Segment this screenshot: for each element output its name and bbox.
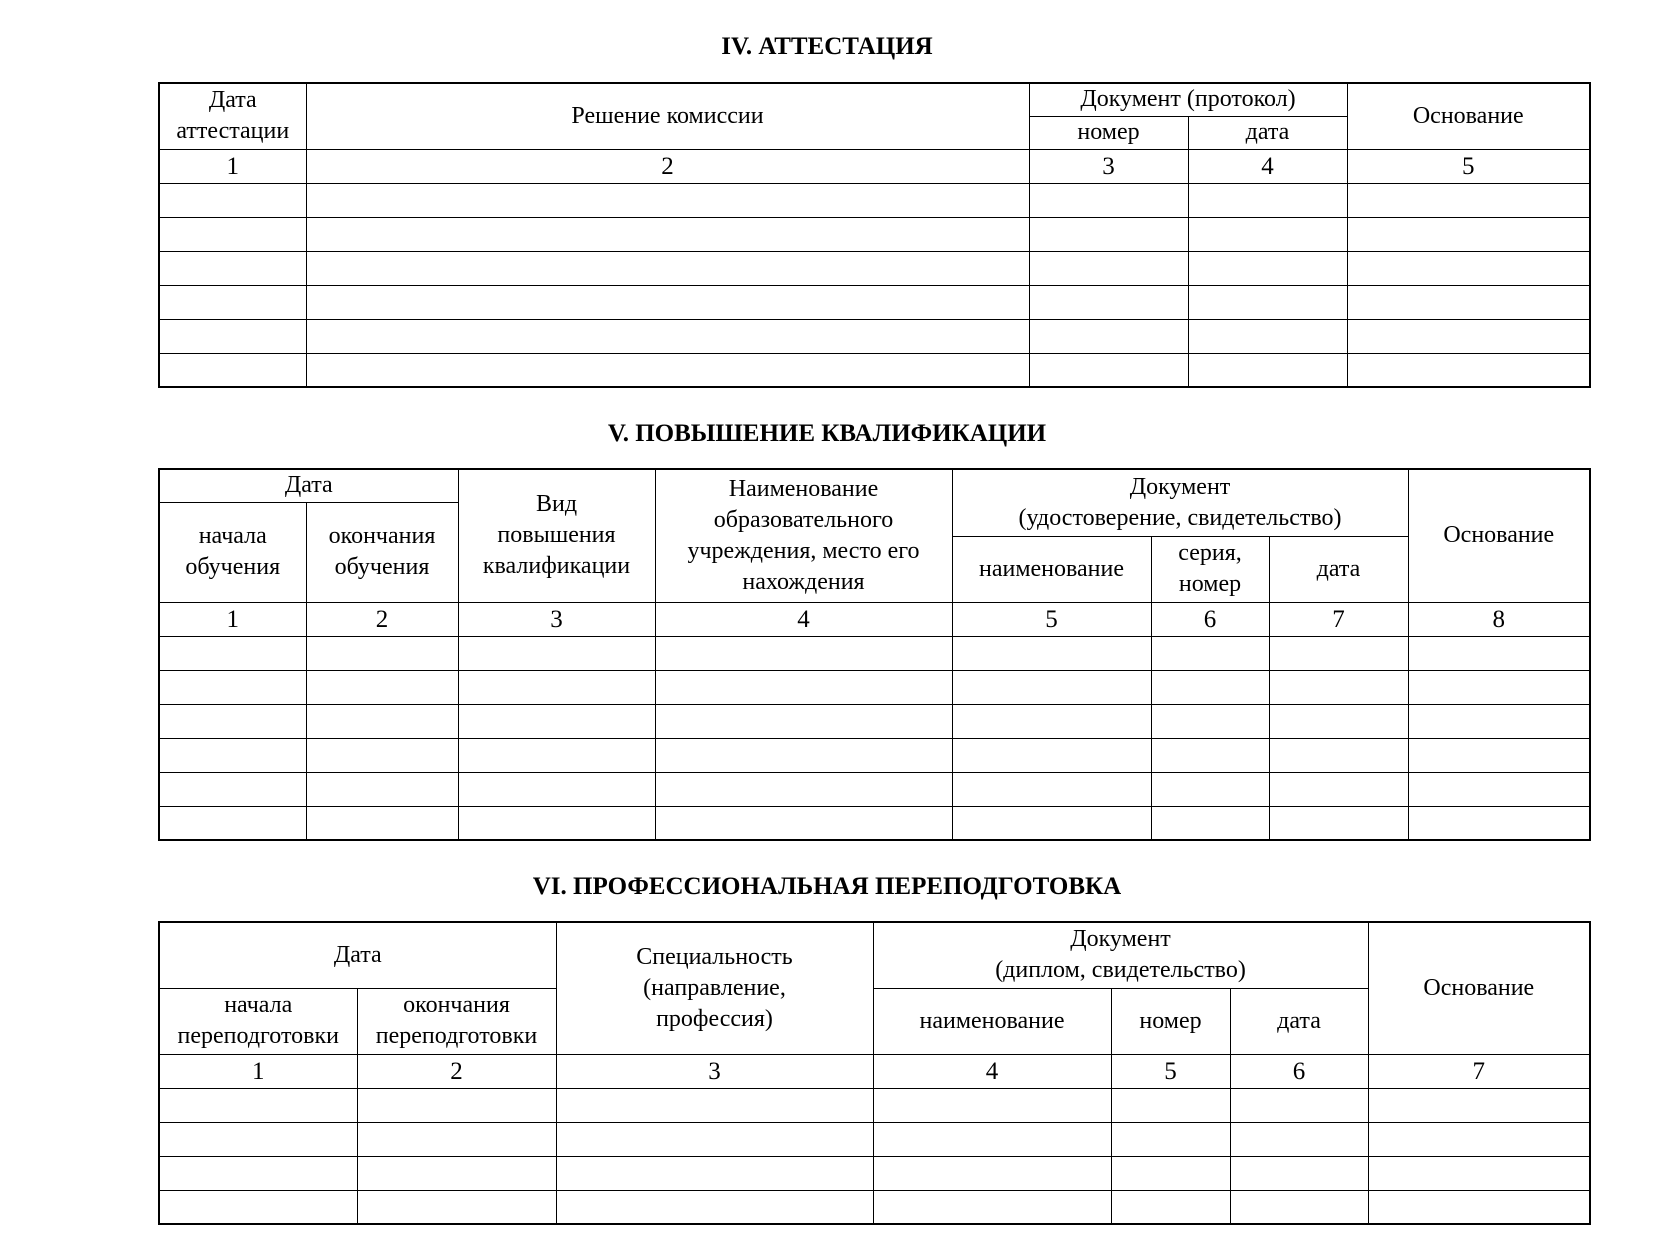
header-attestation-date: Дата аттестации	[159, 83, 306, 149]
table-cell[interactable]	[1230, 1122, 1368, 1156]
table-cell[interactable]	[306, 636, 458, 670]
table-cell[interactable]	[655, 636, 952, 670]
table-cell[interactable]	[1029, 217, 1188, 251]
table-cell[interactable]	[1188, 183, 1347, 217]
table-cell[interactable]	[952, 772, 1151, 806]
table-cell[interactable]	[159, 285, 306, 319]
table-cell[interactable]	[873, 1190, 1111, 1224]
table-row	[159, 772, 1590, 806]
table-cell[interactable]	[655, 670, 952, 704]
table-cell[interactable]	[306, 738, 458, 772]
table-cell[interactable]	[1269, 772, 1408, 806]
table-cell[interactable]	[306, 217, 1029, 251]
table-cell[interactable]	[306, 353, 1029, 387]
header-series-number: серия, номер	[1151, 536, 1269, 602]
column-number: 4	[655, 602, 952, 636]
table-cell[interactable]	[952, 636, 1151, 670]
column-number: 4	[1188, 149, 1347, 183]
table-cell[interactable]	[952, 704, 1151, 738]
column-number: 6	[1230, 1054, 1368, 1088]
table-row	[159, 1088, 1590, 1122]
table-cell[interactable]	[1269, 738, 1408, 772]
table-cell[interactable]	[1269, 704, 1408, 738]
header-institution: Наименование образовательного учреждения, место его нахождения	[655, 469, 952, 602]
header-retraining-start: начала переподготовки	[159, 988, 357, 1054]
table-cell[interactable]	[357, 1088, 556, 1122]
table-cell[interactable]	[306, 285, 1029, 319]
table-row	[159, 319, 1590, 353]
table-cell[interactable]	[159, 806, 306, 840]
table-cell[interactable]	[1029, 251, 1188, 285]
header-document-name: наименование	[873, 988, 1111, 1054]
table-cell[interactable]	[556, 1122, 873, 1156]
table-cell[interactable]	[1269, 670, 1408, 704]
column-number: 1	[159, 149, 306, 183]
table-cell[interactable]	[357, 1122, 556, 1156]
table-cell[interactable]	[873, 1088, 1111, 1122]
table-cell[interactable]	[1347, 319, 1590, 353]
header-date: Дата	[159, 922, 556, 988]
table-cell[interactable]	[1368, 1156, 1590, 1190]
table-row	[159, 636, 1590, 670]
retraining-table	[158, 921, 1591, 1225]
table-cell[interactable]	[159, 1156, 357, 1190]
table-cell[interactable]	[1029, 319, 1188, 353]
table-cell[interactable]	[556, 1088, 873, 1122]
header-training-start: начала обучения	[159, 502, 306, 602]
table-cell[interactable]	[1408, 704, 1590, 738]
header-date: Дата	[159, 469, 458, 502]
table-cell[interactable]	[159, 217, 306, 251]
column-number: 1	[159, 602, 306, 636]
table-cell[interactable]	[1151, 772, 1269, 806]
table-cell[interactable]	[1111, 1156, 1230, 1190]
table-cell[interactable]	[1230, 1156, 1368, 1190]
table-cell[interactable]	[159, 1088, 357, 1122]
table-cell[interactable]	[159, 1190, 357, 1224]
table-cell[interactable]	[306, 183, 1029, 217]
table-cell[interactable]	[1188, 319, 1347, 353]
header-protocol-number: номер	[1029, 116, 1188, 149]
header-training-end: окончания обучения	[306, 502, 458, 602]
header-retraining-end: окончания переподготовки	[357, 988, 556, 1054]
table-cell[interactable]	[458, 772, 655, 806]
table-cell[interactable]	[1368, 1088, 1590, 1122]
table-cell[interactable]	[159, 251, 306, 285]
table-row	[159, 670, 1590, 704]
column-number: 3	[556, 1054, 873, 1088]
table-cell[interactable]	[873, 1156, 1111, 1190]
table-cell[interactable]	[1151, 636, 1269, 670]
table-cell[interactable]	[1368, 1190, 1590, 1224]
table-cell[interactable]	[1269, 806, 1408, 840]
column-number: 1	[159, 1054, 357, 1088]
column-number: 7	[1269, 602, 1408, 636]
table-cell[interactable]	[159, 738, 306, 772]
header-document-date: дата	[1269, 536, 1408, 602]
attestation-title: IV. АТТЕСТАЦИЯ	[721, 33, 933, 60]
table-cell[interactable]	[1188, 217, 1347, 251]
table-cell[interactable]	[1408, 806, 1590, 840]
table-cell[interactable]	[1368, 1122, 1590, 1156]
table-row	[159, 251, 1590, 285]
table-cell[interactable]	[458, 636, 655, 670]
table-cell[interactable]	[1269, 636, 1408, 670]
column-number: 5	[1347, 149, 1590, 183]
table-cell[interactable]	[159, 353, 306, 387]
table-cell[interactable]	[655, 704, 952, 738]
table-cell[interactable]	[159, 636, 306, 670]
table-cell[interactable]	[1347, 353, 1590, 387]
table-cell[interactable]	[1151, 806, 1269, 840]
table-cell[interactable]	[458, 704, 655, 738]
table-cell[interactable]	[1408, 772, 1590, 806]
table-cell[interactable]	[952, 738, 1151, 772]
table-row	[159, 217, 1590, 251]
table-row	[159, 738, 1590, 772]
table-cell[interactable]	[873, 1122, 1111, 1156]
table-cell[interactable]	[1408, 670, 1590, 704]
table-cell[interactable]	[306, 704, 458, 738]
header-document-date: дата	[1230, 988, 1368, 1054]
header-document-name: наименование	[952, 536, 1151, 602]
table-cell[interactable]	[1408, 738, 1590, 772]
header-document-diploma: Документ (диплом, свидетельство)	[873, 922, 1368, 988]
header-specialty: Специальность (направление, профессия)	[556, 922, 873, 1054]
table-cell[interactable]	[357, 1156, 556, 1190]
table-row	[159, 353, 1590, 387]
table-cell[interactable]	[1029, 285, 1188, 319]
header-basis: Основание	[1368, 922, 1590, 1054]
table-cell[interactable]	[655, 772, 952, 806]
table-cell[interactable]	[655, 806, 952, 840]
table-cell[interactable]	[556, 1190, 873, 1224]
table-cell[interactable]	[306, 772, 458, 806]
table-cell[interactable]	[1151, 738, 1269, 772]
header-basis: Основание	[1408, 469, 1590, 602]
header-commission-decision: Решение комиссии	[306, 83, 1029, 149]
table-row	[159, 183, 1590, 217]
table-cell[interactable]	[1188, 353, 1347, 387]
column-number: 2	[306, 149, 1029, 183]
table-cell[interactable]	[1230, 1088, 1368, 1122]
table-cell[interactable]	[306, 251, 1029, 285]
table-cell[interactable]	[1029, 353, 1188, 387]
table-cell[interactable]	[1408, 636, 1590, 670]
qualification-table	[158, 468, 1591, 841]
table-row	[159, 1190, 1590, 1224]
column-number: 3	[458, 602, 655, 636]
table-cell[interactable]	[1188, 251, 1347, 285]
table-cell[interactable]	[458, 738, 655, 772]
table-cell[interactable]	[159, 183, 306, 217]
qualification-title: V. ПОВЫШЕНИЕ КВАЛИФИКАЦИИ	[607, 420, 1047, 447]
table-cell[interactable]	[952, 670, 1151, 704]
column-number: 8	[1408, 602, 1590, 636]
header-qualification-kind: Вид повышения квалификации	[458, 469, 655, 602]
table-cell[interactable]	[1230, 1190, 1368, 1224]
header-basis: Основание	[1347, 83, 1590, 149]
table-cell[interactable]	[159, 319, 306, 353]
column-number: 4	[873, 1054, 1111, 1088]
table-row	[159, 806, 1590, 840]
table-cell[interactable]	[1151, 670, 1269, 704]
table-cell[interactable]	[306, 806, 458, 840]
table-row	[159, 285, 1590, 319]
table-cell[interactable]	[1188, 285, 1347, 319]
table-cell[interactable]	[306, 670, 458, 704]
table-cell[interactable]	[1347, 251, 1590, 285]
table-cell[interactable]	[556, 1156, 873, 1190]
table-row	[159, 704, 1590, 738]
header-document-number: номер	[1111, 988, 1230, 1054]
column-number: 5	[1111, 1054, 1230, 1088]
table-cell[interactable]	[306, 319, 1029, 353]
table-cell[interactable]	[159, 704, 306, 738]
table-cell[interactable]	[1347, 285, 1590, 319]
attestation-table	[158, 82, 1591, 388]
header-document-certificate: Документ (удостоверение, свидетельство)	[952, 469, 1408, 536]
table-cell[interactable]	[159, 670, 306, 704]
table-cell[interactable]	[1151, 704, 1269, 738]
column-number: 5	[952, 602, 1151, 636]
column-number: 2	[357, 1054, 556, 1088]
table-cell[interactable]	[1347, 217, 1590, 251]
table-cell[interactable]	[1029, 183, 1188, 217]
table-cell[interactable]	[1111, 1122, 1230, 1156]
table-cell[interactable]	[1111, 1088, 1230, 1122]
table-cell[interactable]	[159, 772, 306, 806]
header-protocol-date: дата	[1188, 116, 1347, 149]
table-cell[interactable]	[1347, 183, 1590, 217]
table-cell[interactable]	[458, 806, 655, 840]
table-row	[159, 1122, 1590, 1156]
table-cell[interactable]	[159, 1122, 357, 1156]
table-cell[interactable]	[1111, 1190, 1230, 1224]
column-number: 3	[1029, 149, 1188, 183]
column-number: 7	[1368, 1054, 1590, 1088]
table-row	[159, 1156, 1590, 1190]
retraining-title: VI. ПРОФЕССИОНАЛЬНАЯ ПЕРЕПОДГОТОВКА	[532, 873, 1122, 900]
column-number: 6	[1151, 602, 1269, 636]
table-cell[interactable]	[458, 670, 655, 704]
table-cell[interactable]	[357, 1190, 556, 1224]
header-document-protocol: Документ (протокол)	[1029, 83, 1347, 116]
table-cell[interactable]	[655, 738, 952, 772]
table-cell[interactable]	[952, 806, 1151, 840]
column-number: 2	[306, 602, 458, 636]
